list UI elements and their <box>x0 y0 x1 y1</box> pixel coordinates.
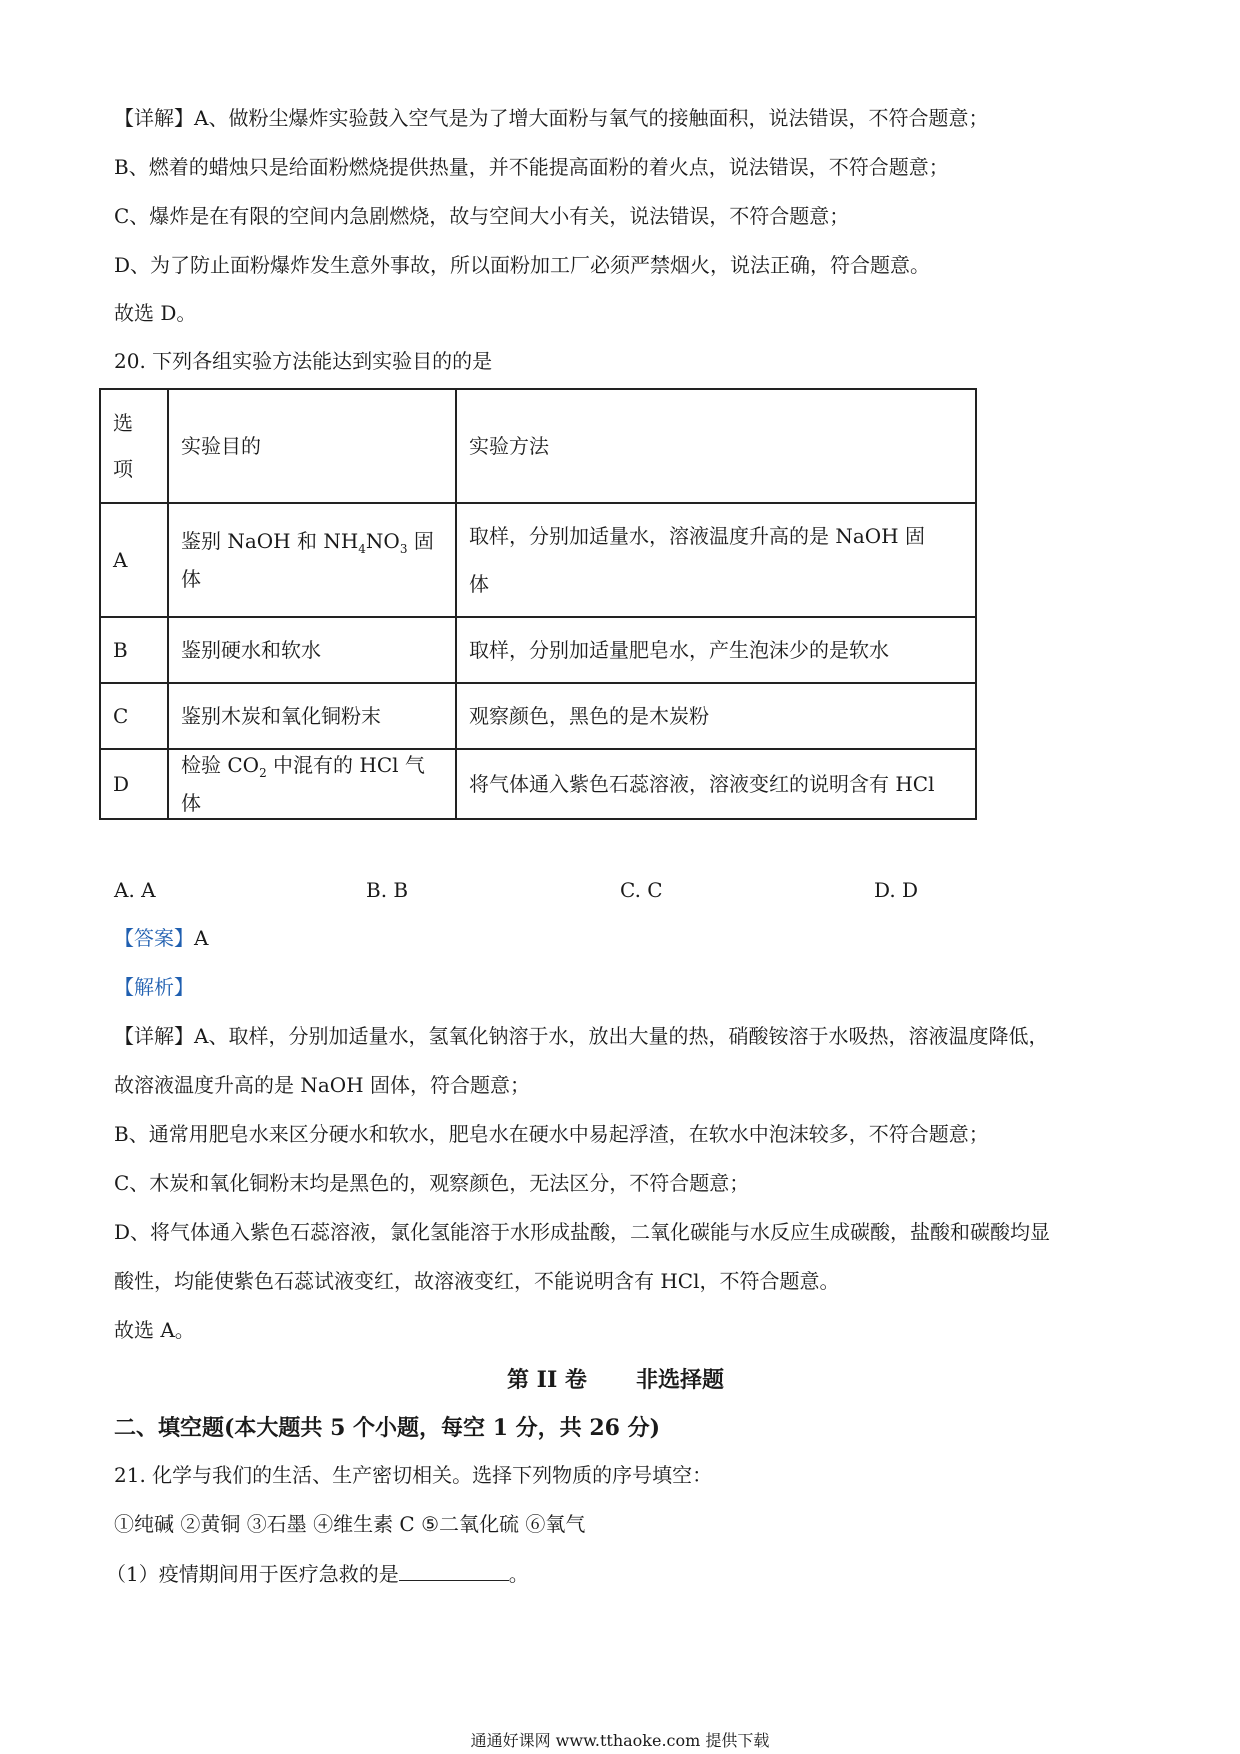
q20-analysis-tag: 【解析】 <box>114 975 194 999</box>
analysis19-line3: C、爆炸是在有限的空间内急剧燃烧，故与空间大小有关，说法错误，不符合题意； <box>114 204 850 228</box>
header-option-char2: 项 <box>113 457 133 481</box>
row-b-method: 取样，分别加适量肥皂水，产生泡沫少的是软水 <box>456 617 976 683</box>
row-a-method: 取样，分别加适量水，溶液温度升高的是 NaOH 固 体 <box>456 503 976 617</box>
volume-title: 第 II 卷 <box>507 1367 587 1393</box>
table-row-c <box>100 683 976 749</box>
row-c-purpose: 鉴别木炭和氧化铜粉末 <box>168 683 456 749</box>
row-d-option: D <box>100 749 168 819</box>
table-row-b <box>100 617 976 683</box>
row-a-option: A <box>100 503 168 617</box>
row-d-purpose: 检验 $CO_2$ 中混有的 HCl 气体 <box>168 749 456 819</box>
row-a-purpose: 鉴别 NaOH 和 $NH_4NO_3$ 固体 <box>168 503 456 617</box>
analysis19-line1: 【详解】A、做粉尘爆炸实验鼓入空气是为了增大面粉与氧气的接触面积，说法错误，不符合题意； <box>114 106 989 130</box>
q20-detail-line5: D、将气体通入紫色石蕊溶液，氯化氢能溶于水形成盐酸，二氧化碳能与水反应生成碳酸，盐酸和碳酸均显 <box>114 1220 1051 1244</box>
q20-stem: 20. 下列各组实验方法能达到实验目的的是 <box>114 349 493 373</box>
row-c-method: 观察颜色，黑色的是木炭粉 <box>456 683 976 749</box>
q20-detail-line1: 【详解】A、取样，分别加适量水，氢氧化钠溶于水，放出大量的热，硝酸铵溶于水吸热，溶液温度降低， <box>114 1024 1049 1048</box>
q20-detail-line4: C、木炭和氧化铜粉末均是黑色的，观察颜色，无法区分，不符合题意； <box>114 1171 750 1195</box>
q21-items: ①纯碱 ②黄铜 ③石墨 ④维生素 C ⑤二氧化硫 ⑥氧气 <box>114 1512 586 1536</box>
q20-detail-line6: 酸性，均能使紫色石蕊试液变红，故溶液变红，不能说明含有 HCl，不符合题意。 <box>114 1269 840 1293</box>
row-d-method: 将气体通入紫色石蕊溶液，溶液变红的说明含有 HCl <box>456 749 976 819</box>
choice-d: D. D <box>874 878 919 902</box>
header-option-cell <box>100 389 168 503</box>
header-option-char1: 选 <box>113 411 133 435</box>
page-footer: 通通好课网 www.tthaoke.com 提供下载 <box>470 1731 770 1750</box>
analysis19-line4: D、为了防止面粉爆炸发生意外事故，所以面粉加工厂必须严禁烟火，说法正确，符合题意。 <box>114 253 931 277</box>
q20-answer: 【答案】A <box>114 926 209 950</box>
analysis19-line2: B、燃着的蜡烛只是给面粉燃烧提供热量，并不能提高面粉的着火点，说法错误，不符合题意； <box>114 155 949 179</box>
table-row-d <box>100 749 976 819</box>
q20-table <box>99 388 977 820</box>
choice-c: C. C <box>620 878 663 902</box>
choice-a: A. A <box>114 878 156 902</box>
part-title: 二、填空题(本大题共 5 个小题，每空 1 分，共 26 分) <box>114 1415 661 1441</box>
q20-detail-line3: B、通常用肥皂水来区分硬水和软水，肥皂水在硬水中易起浮渣，在软水中泡沫较多，不符合题意； <box>114 1122 989 1146</box>
row-c-option: C <box>100 683 168 749</box>
choice-b: B. B <box>366 878 409 902</box>
q20-detail-line2: 故溶液温度升高的是 NaOH 固体，符合题意； <box>114 1073 530 1097</box>
row-b-purpose: 鉴别硬水和软水 <box>168 617 456 683</box>
table-header-row <box>100 389 976 503</box>
table-row-a <box>100 503 976 617</box>
answer-blank[interactable] <box>399 1558 509 1581</box>
q21-sub1: （1）疫情期间用于医疗急救的是 。 <box>106 1558 529 1589</box>
analysis19-line5: 故选 D。 <box>114 301 197 325</box>
q21-stem: 21. 化学与我们的生活、生产密切相关。选择下列物质的序号填空： <box>114 1463 713 1487</box>
header-method-cell: 实验方法 <box>456 389 976 503</box>
volume-subtitle: 非选择题 <box>636 1367 725 1393</box>
header-purpose-cell: 实验目的 <box>168 389 456 503</box>
q20-detail-line7: 故选 A。 <box>114 1318 195 1342</box>
row-b-option: B <box>100 617 168 683</box>
